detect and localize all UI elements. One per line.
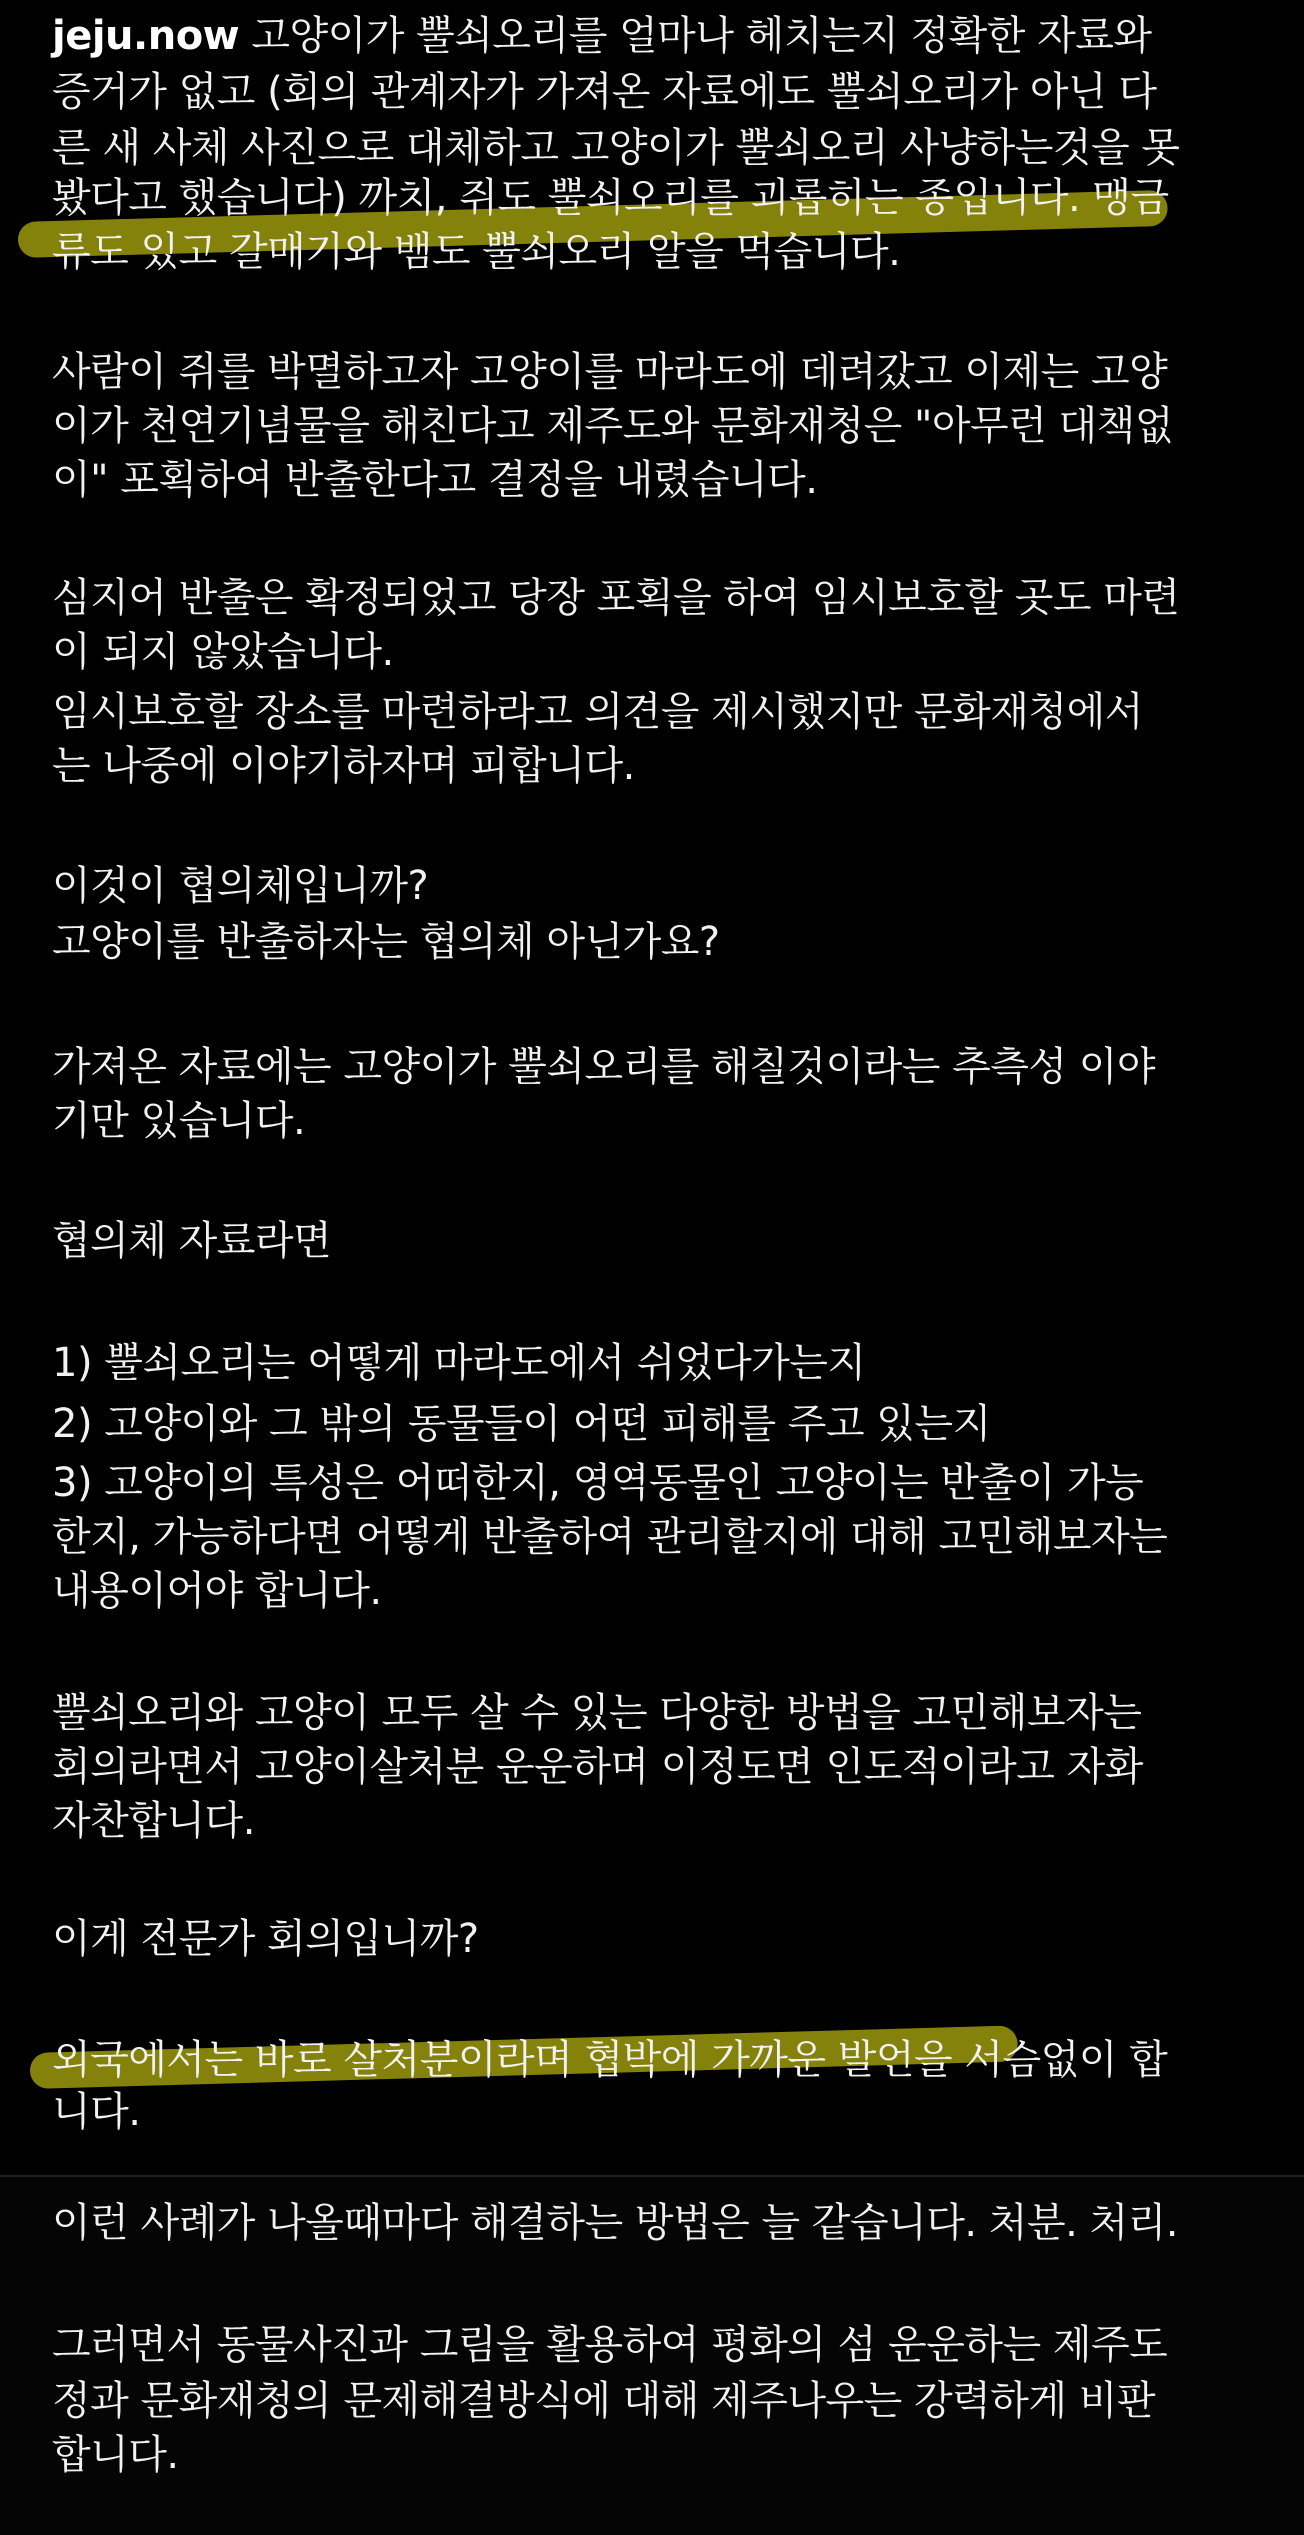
caption-line-27: 외국에서는 바로 살처분이라며 협박에 가까운 발언을 서슴없이 합 bbox=[52, 2037, 1168, 2083]
reply-line-3: 정과 문화재청의 문제해결방식에 대해 제주나우는 강력하게 비판 bbox=[52, 2378, 1156, 2424]
username-link[interactable]: jeju.now bbox=[52, 13, 240, 59]
caption-line-25: 자찬합니다. bbox=[52, 1798, 255, 1844]
caption-line-3: 른 새 사체 사진으로 대체하고 고양이가 뿔쇠오리 사냥하는것을 못 bbox=[52, 125, 1180, 171]
caption-line-11: 임시보호할 장소를 마련하라고 의견을 제시했지만 문화재청에서 bbox=[52, 689, 1143, 735]
caption-line-23: 뿔쇠오리와 고양이 모두 살 수 있는 다양한 방법을 고민해보자는 bbox=[52, 1690, 1142, 1736]
caption-line-24: 회의라면서 고양이살처분 운운하며 이정도면 인도적이라고 자화 bbox=[52, 1744, 1143, 1790]
caption-line-20: 3) 고양이의 특성은 어떠한지, 영역동물인 고양이는 반출이 가능 bbox=[52, 1460, 1144, 1506]
reply-line-4: 합니다. bbox=[52, 2432, 179, 2478]
caption-line-6: 사람이 쥐를 박멸하고자 고양이를 마라도에 데려갔고 이제는 고양 bbox=[52, 349, 1168, 395]
caption-line-28: 니다. bbox=[52, 2089, 141, 2135]
caption-line-4: 봤다고 했습니다) 까치, 쥐도 뿔쇠오리를 괴롭히는 종입니다. 맹금 bbox=[52, 175, 1169, 221]
reply-section bbox=[0, 2177, 1304, 2535]
caption-line-12: 는 나중에 이야기하자며 피합니다. bbox=[52, 743, 635, 789]
caption-line-13: 이것이 협의체입니까? bbox=[52, 863, 429, 909]
caption-line-21: 한지, 가능하다면 어떻게 반출하여 관리할지에 대해 고민해보자는 bbox=[52, 1514, 1168, 1560]
caption-line-2: 증거가 없고 (회의 관계자가 가져온 자료에도 뿔쇠오리가 아닌 다 bbox=[52, 69, 1157, 115]
reply-line-2: 그러면서 동물사진과 그림을 활용하여 평화의 섬 운운하는 제주도 bbox=[52, 2322, 1168, 2368]
caption-line-18: 1) 뿔쇠오리는 어떻게 마라도에서 쉬었다가는지 bbox=[52, 1340, 866, 1386]
reply-line-1: 이런 사례가 나올때마다 해결하는 방법은 늘 같습니다. 처분. 처리. bbox=[52, 2200, 1179, 2246]
caption-line-5: 류도 있고 갈매기와 뱀도 뿔쇠오리 알을 먹습니다. bbox=[52, 229, 901, 275]
caption-line-22: 내용이어야 합니다. bbox=[52, 1568, 382, 1614]
caption-line-15: 가져온 자료에는 고양이가 뿔쇠오리를 해칠것이라는 추측성 이야 bbox=[52, 1044, 1156, 1090]
caption-line-1 bbox=[52, 8, 1152, 65]
caption-line-16: 기만 있습니다. bbox=[52, 1098, 306, 1144]
caption-line-10: 이 되지 않았습니다. bbox=[52, 629, 394, 675]
caption-line-17: 협의체 자료라면 bbox=[52, 1218, 332, 1264]
caption-line-7: 이가 천연기념물을 해친다고 제주도와 문화재청은 "아무런 대책없 bbox=[52, 403, 1173, 449]
caption-line-9: 심지어 반출은 확정되었고 당장 포획을 하여 임시보호할 곳도 마련 bbox=[52, 575, 1180, 621]
caption-line-19: 2) 고양이와 그 밖의 동물들이 어떤 피해를 주고 있는지 bbox=[52, 1401, 991, 1447]
caption-text: 고양이가 뿔쇠오리를 얼마나 헤치는지 정확한 자료와 bbox=[239, 13, 1152, 59]
caption-line-14: 고양이를 반출하자는 협의체 아닌가요? bbox=[52, 919, 720, 965]
caption-line-8: 이" 포획하여 반출한다고 결정을 내렸습니다. bbox=[52, 457, 818, 503]
caption-line-26: 이게 전문가 회의입니까? bbox=[52, 1916, 479, 1962]
